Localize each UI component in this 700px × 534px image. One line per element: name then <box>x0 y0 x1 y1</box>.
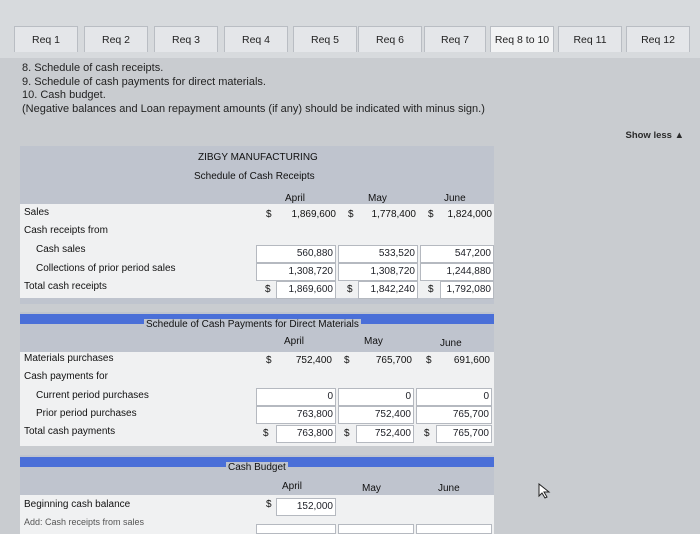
receipts-may-input[interactable] <box>338 524 414 534</box>
row-label: Total cash receipts <box>24 281 107 292</box>
instruction-line: (Negative balances and Loan repayment amounts (if any) should be indicated with minus sign.) <box>22 102 485 115</box>
row-label: Sales <box>24 207 50 218</box>
dollar-sign: $ <box>347 284 353 295</box>
cash-sales-june-input[interactable]: 547,200 <box>420 245 494 263</box>
dollar-sign: $ <box>266 499 272 510</box>
month-header: May <box>368 193 387 204</box>
month-header: April <box>282 481 303 492</box>
row-label: Materials purchases <box>24 353 114 364</box>
value-cell: 1,778,400 <box>371 209 416 220</box>
receipts-june-input[interactable] <box>416 524 492 534</box>
tab-req-2[interactable]: Req 2 <box>84 26 148 52</box>
cash-sales-april-input[interactable]: 560,880 <box>256 245 336 263</box>
mouse-pointer-icon <box>538 483 552 499</box>
month-header: May <box>362 483 381 494</box>
row-label: Prior period purchases <box>36 408 137 419</box>
current-june-input[interactable]: 0 <box>416 388 492 406</box>
row-label: Cash sales <box>36 244 86 255</box>
dollar-sign: $ <box>266 209 272 220</box>
month-header: April <box>284 336 305 347</box>
collections-june-input[interactable]: 1,244,880 <box>420 263 494 281</box>
dollar-sign: $ <box>428 209 434 220</box>
prior-may-input[interactable]: 752,400 <box>338 406 414 424</box>
value-cell: 765,700 <box>375 355 412 366</box>
tab-bar <box>0 0 700 58</box>
total-payments-april-input[interactable]: 763,800 <box>276 425 336 443</box>
instruction-line: 9. Schedule of cash payments for direct materials. <box>22 75 266 88</box>
row-label: Cash receipts from <box>24 225 108 236</box>
row-label: Add: Cash receipts from sales <box>24 517 145 527</box>
tab-req-6[interactable]: Req 6 <box>358 26 422 52</box>
total-receipts-june-input[interactable]: 1,792,080 <box>440 281 494 299</box>
dollar-sign: $ <box>424 428 430 439</box>
tab-req-7[interactable]: Req 7 <box>424 26 486 52</box>
row-label: Collections of prior period sales <box>36 263 176 274</box>
collections-april-input[interactable]: 1,308,720 <box>256 263 336 281</box>
tab-req-8-to-10[interactable]: Req 8 to 10 <box>490 26 554 52</box>
row-label: Current period purchases <box>36 390 149 401</box>
instructions <box>22 62 485 116</box>
total-payments-may-input[interactable]: 752,400 <box>356 425 414 443</box>
company-name: ZIBGY MANUFACTURING <box>198 152 318 163</box>
schedule-title: Schedule of Cash Payments for Direct Materials <box>146 319 359 330</box>
tab-req-4[interactable]: Req 4 <box>224 26 288 52</box>
dollar-sign: $ <box>344 428 350 439</box>
value-cell: 1,824,000 <box>447 209 492 220</box>
schedule-title: Schedule of Cash Receipts <box>194 171 315 182</box>
show-less-link[interactable]: Show less ▲ <box>625 130 684 141</box>
dollar-sign: $ <box>263 428 269 439</box>
month-header: May <box>364 336 383 347</box>
tab-req-3[interactable]: Req 3 <box>154 26 218 52</box>
month-header: June <box>438 483 460 494</box>
total-receipts-april-input[interactable]: 1,869,600 <box>276 281 336 299</box>
cash-budget-title: Cash Budget <box>228 462 286 473</box>
month-header: June <box>444 193 466 204</box>
current-april-input[interactable]: 0 <box>256 388 336 406</box>
dollar-sign: $ <box>426 355 432 366</box>
total-payments-june-input[interactable]: 765,700 <box>436 425 492 443</box>
tab-req-5[interactable]: Req 5 <box>293 26 357 52</box>
beginning-cash-april-input[interactable]: 152,000 <box>276 498 336 516</box>
month-header: June <box>440 338 462 349</box>
dollar-sign: $ <box>265 284 271 295</box>
tab-req-1[interactable]: Req 1 <box>14 26 78 52</box>
dollar-sign: $ <box>428 284 434 295</box>
tab-req-11[interactable]: Req 11 <box>558 26 622 52</box>
dollar-sign: $ <box>348 209 354 220</box>
tab-req-12[interactable]: Req 12 <box>626 26 690 52</box>
current-may-input[interactable]: 0 <box>338 388 414 406</box>
prior-april-input[interactable]: 763,800 <box>256 406 336 424</box>
total-receipts-may-input[interactable]: 1,842,240 <box>358 281 418 299</box>
cash-sales-may-input[interactable]: 533,520 <box>338 245 418 263</box>
value-cell: 1,869,600 <box>291 209 336 220</box>
cash-budget-section <box>20 455 494 495</box>
instruction-line: 8. Schedule of cash receipts. <box>22 62 164 74</box>
dollar-sign: $ <box>344 355 350 366</box>
prior-june-input[interactable]: 765,700 <box>416 406 492 424</box>
month-header: April <box>285 193 306 204</box>
instruction-line: 10. Cash budget. <box>22 89 106 101</box>
row-label: Total cash payments <box>24 426 116 437</box>
value-cell: 691,600 <box>453 355 490 366</box>
collections-may-input[interactable]: 1,308,720 <box>338 263 418 281</box>
cash-payments-section <box>20 312 494 352</box>
receipts-april-input[interactable] <box>256 524 336 534</box>
value-cell: 752,400 <box>295 355 332 366</box>
row-label: Cash payments for <box>24 371 108 382</box>
row-label: Beginning cash balance <box>24 499 131 510</box>
dollar-sign: $ <box>266 355 272 366</box>
